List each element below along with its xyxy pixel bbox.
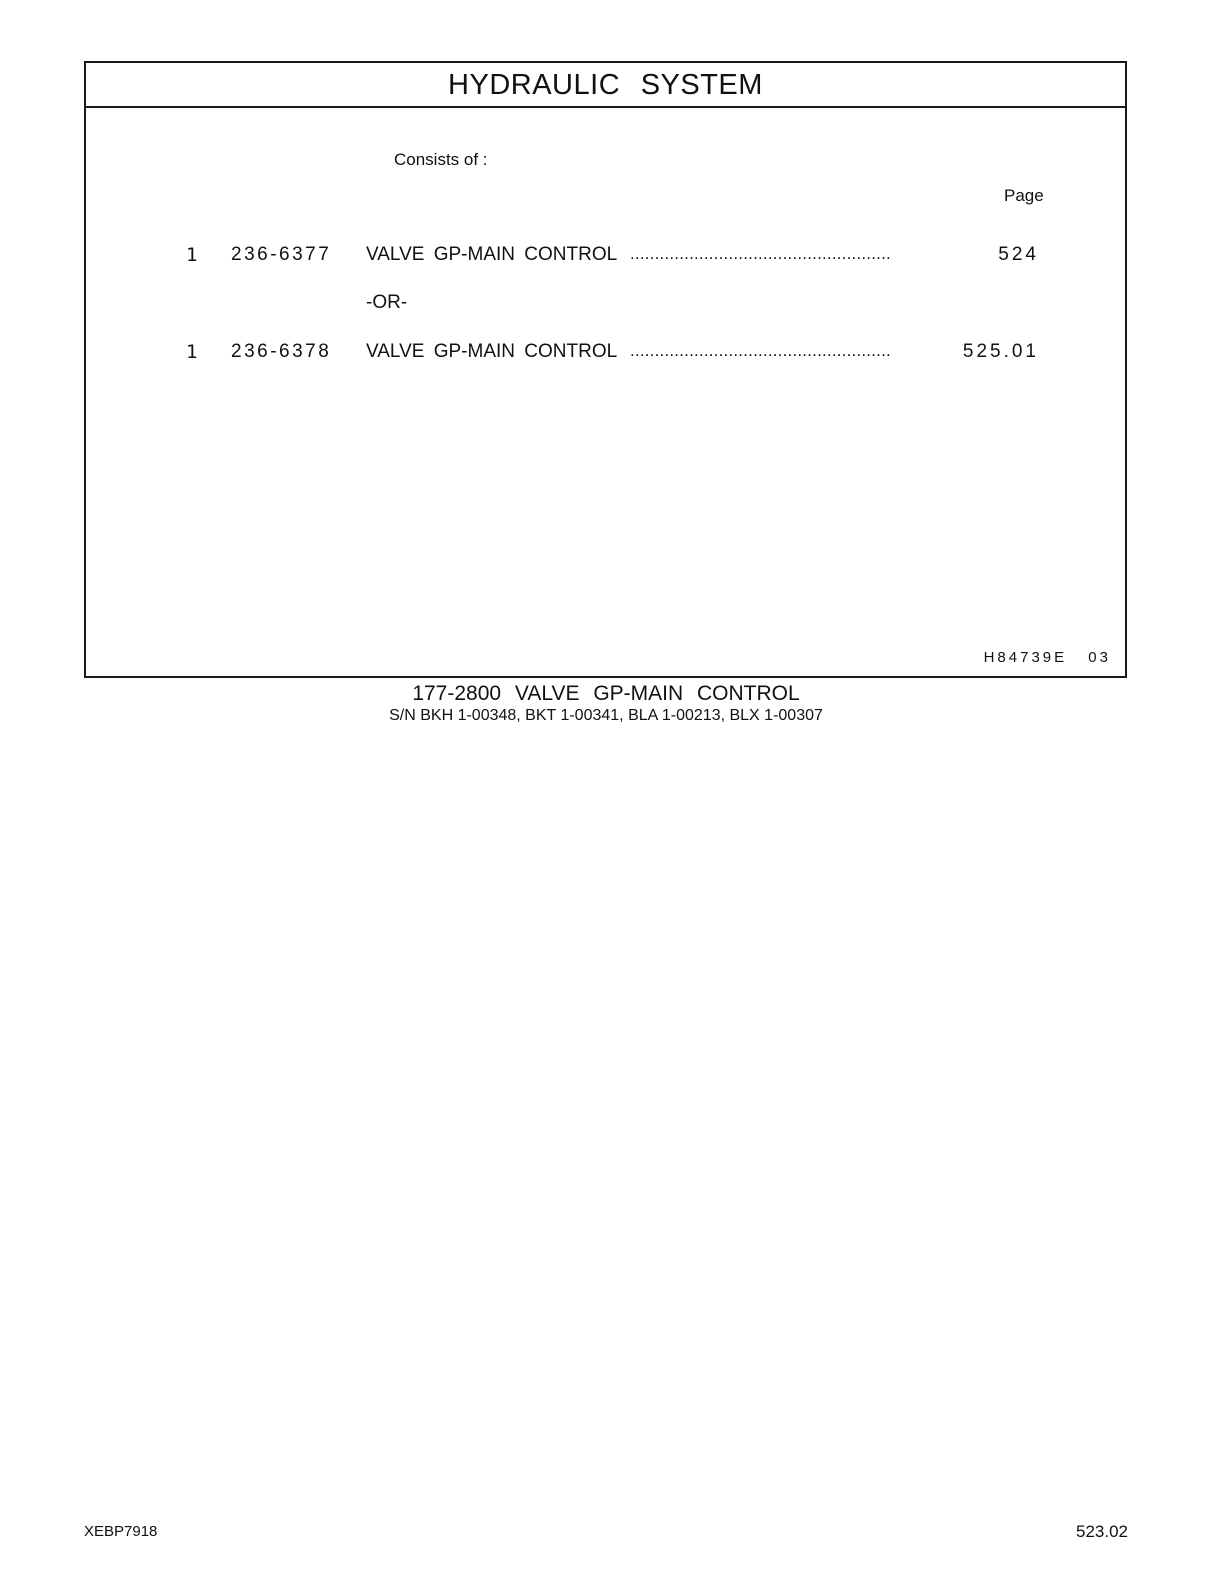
dot-leader: ..................................................... (630, 341, 891, 360)
item-quantity: 1 (186, 244, 198, 266)
illustration-frame (84, 61, 1127, 678)
page-column-label: Page (1004, 186, 1044, 205)
consists-of-label: Consists of : (394, 150, 488, 169)
item-description: VALVE GP-MAIN CONTROL (366, 244, 618, 265)
illustration-reference: H84739E 03 (983, 649, 1111, 666)
item-part-number: 236-6378 (231, 341, 332, 362)
or-separator: -OR- (366, 292, 408, 313)
caption-serial-numbers: S/N BKH 1-00348, BKT 1-00341, BLA 1-00213, BLX 1-00307 (389, 707, 823, 724)
item-page-reference: 525.01 (962, 341, 1039, 362)
dot-leader: ..................................................... (630, 244, 891, 263)
item-page-reference: 524 (998, 244, 1039, 265)
caption-title: 177-2800 VALVE GP-MAIN CONTROL (412, 682, 800, 705)
item-part-number: 236-6377 (231, 244, 332, 265)
footer-document-id: XEBP7918 (84, 1523, 158, 1540)
item-quantity: 1 (186, 341, 198, 363)
item-description: VALVE GP-MAIN CONTROL (366, 341, 618, 362)
figure-caption (0, 682, 1212, 725)
section-title: HYDRAULIC SYSTEM (448, 69, 763, 101)
footer-page-number: 523.02 (1076, 1522, 1128, 1541)
frame-header (86, 63, 1125, 108)
parts-list-item (86, 341, 1125, 371)
parts-list-item (86, 244, 1125, 274)
